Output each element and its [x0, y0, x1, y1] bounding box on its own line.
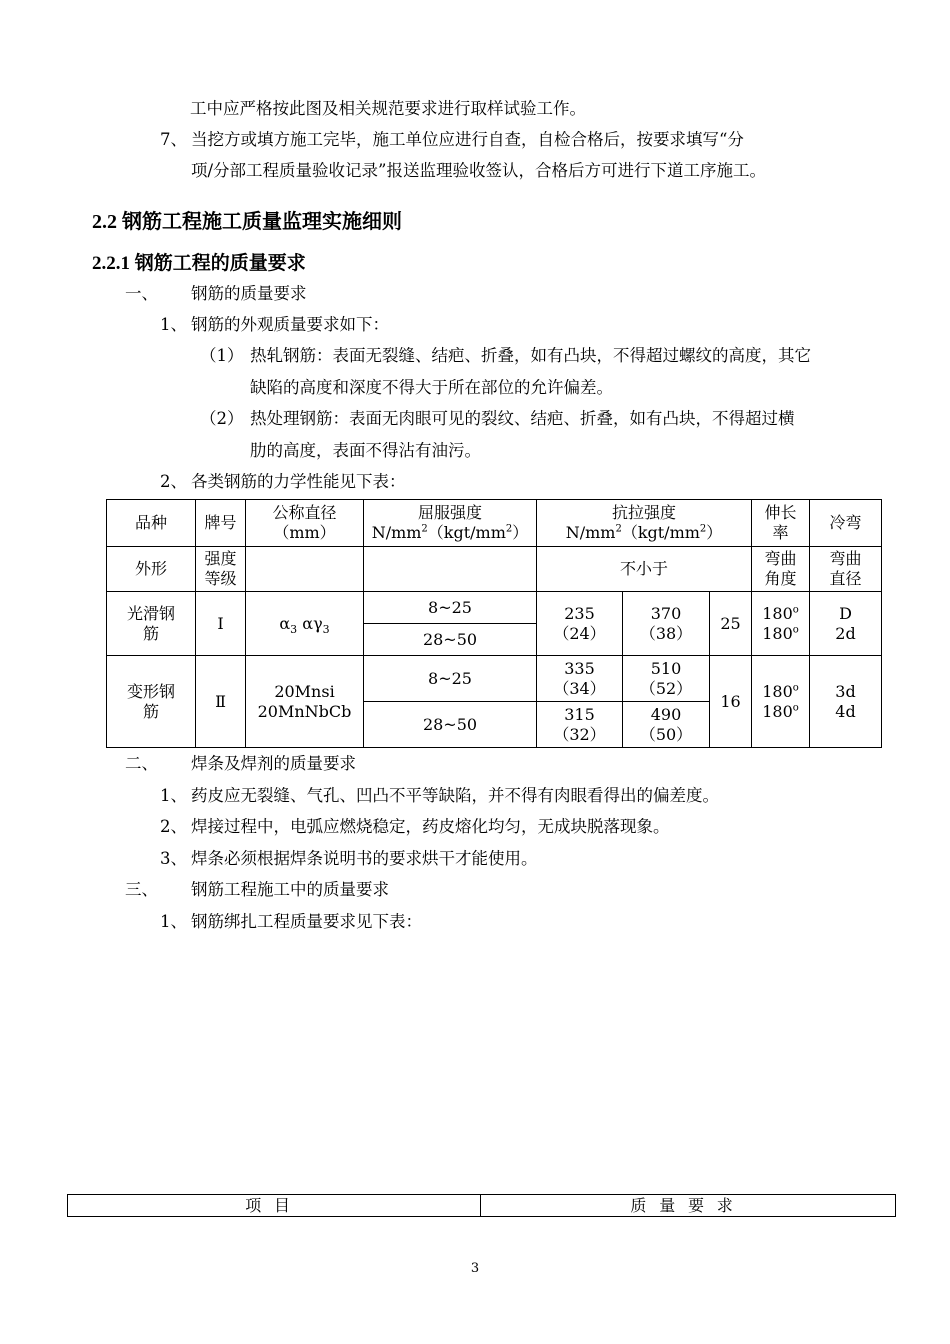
- table-cell: 370 （38）: [623, 592, 710, 656]
- sub-item-2: [200, 408, 795, 430]
- section-number: 二、: [125, 754, 158, 773]
- list-number: 1、: [160, 315, 187, 334]
- list-text: 钢筋的外观质量要求如下：: [191, 315, 389, 334]
- sub-item-1: [200, 345, 811, 367]
- list-number: 3、: [160, 849, 187, 868]
- header-cell: 公称直径 （mm）: [246, 500, 364, 547]
- sub-text: 热处理钢筋：表面无肉眼可见的裂纹、结疤、折叠，如有凸块，不得超过横: [250, 409, 795, 428]
- table-cell: 变形钢 筋: [107, 656, 196, 748]
- header-cell: 弯曲 角度: [752, 547, 810, 592]
- table-cell: 光滑钢 筋: [107, 592, 196, 656]
- header-cell: 质量要求: [481, 1195, 896, 1217]
- table-cell: D 2d: [810, 592, 882, 656]
- sub-item-1-cont: 缺陷的高度和深度不得大于所在部位的允许偏差。: [250, 378, 613, 397]
- header-cell: 项目: [68, 1195, 481, 1217]
- table-cell: 16: [710, 656, 752, 748]
- list-text: 焊接过程中，电弧应燃烧稳定，药皮熔化均匀，无成块脱落现象。: [191, 817, 670, 836]
- list-item-7-cont: 项/分部工程质量验收记录”报送监理验收签认，合格后方可进行下道工序施工。: [191, 161, 766, 180]
- list-number: 2、: [160, 472, 187, 491]
- header-cell: 品种: [107, 500, 196, 547]
- section-2: [125, 753, 356, 775]
- section-title: 钢筋的质量要求: [191, 284, 307, 303]
- list-text: 当挖方或填方施工完毕，施工单位应进行自查，自检合格后，按要求填写“分: [191, 130, 744, 149]
- table-cell: Ⅰ: [196, 592, 246, 656]
- header-cell: 不小于: [537, 547, 752, 592]
- table-cell: 235 （24）: [537, 592, 623, 656]
- table-cell: $\alpha_3$ $\alpha\gamma_3$: [246, 592, 364, 656]
- table-cell: Ⅱ: [196, 656, 246, 748]
- list-number: 2、: [160, 817, 187, 836]
- subsection-heading: 2.2.1 钢筋工程的质量要求: [92, 253, 306, 274]
- table-cell: 490 （50）: [623, 702, 710, 748]
- list-item-7: [160, 129, 744, 151]
- table-cell: 8~25: [364, 592, 537, 624]
- table-cell: 3d 4d: [810, 656, 882, 748]
- section-3: [125, 879, 389, 901]
- table-cell: 510 （52）: [623, 656, 710, 702]
- section-number: 三、: [125, 880, 158, 899]
- table-cell: 180$^o$ 180$^o$: [752, 592, 810, 656]
- paragraph-continuation: 工中应严格按此图及相关规范要求进行取样试验工作。: [190, 99, 586, 118]
- header-cell: 弯曲 直径: [810, 547, 882, 592]
- list-number: 7、: [160, 130, 187, 149]
- list-item: [160, 911, 422, 933]
- section-heading: 2.2 钢筋工程施工质量监理实施细则: [92, 211, 402, 233]
- header-cell: 强度 等级: [196, 547, 246, 592]
- header-cell: 伸长 率: [752, 500, 810, 547]
- table-cell: 180$^o$ 180$^o$: [752, 656, 810, 748]
- table-cell: 28~50: [364, 624, 537, 656]
- list-item: [160, 785, 719, 807]
- list-item: [160, 816, 670, 838]
- list-item: [160, 471, 406, 493]
- section-title: 钢筋工程施工中的质量要求: [191, 880, 389, 899]
- list-item: [160, 848, 538, 870]
- list-text: 各类钢筋的力学性能见下表：: [191, 472, 406, 491]
- table-cell: 20Mnsi 20MnNbCb: [246, 656, 364, 748]
- section-1: [125, 283, 307, 305]
- table-cell: 315 （32）: [537, 702, 623, 748]
- section-title: 焊条及焊剂的质量要求: [191, 754, 356, 773]
- header-cell: 外形: [107, 547, 196, 592]
- sub-number: （2）: [200, 409, 244, 428]
- list-text: 药皮应无裂缝、气孔、凹凸不平等缺陷，并不得有肉眼看得出的偏差度。: [191, 786, 719, 805]
- header-cell: 抗拉强度 $N/mm^2(kgt/mm^2)$: [537, 500, 752, 547]
- table-cell: 335 （34）: [537, 656, 623, 702]
- sub-item-2-cont: 肋的高度，表面不得沾有油污。: [250, 441, 481, 460]
- list-text: 焊条必须根据焊条说明书的要求烘干才能使用。: [191, 849, 538, 868]
- header-cell: 牌号: [196, 500, 246, 547]
- list-number: 1、: [160, 786, 187, 805]
- binding-quality-table: [67, 1194, 896, 1217]
- header-cell: [364, 547, 537, 592]
- section-number: 一、: [125, 284, 158, 303]
- table-cell: 28~50: [364, 702, 537, 748]
- header-cell: 屈服强度 $N/mm^2(kgt/mm^2)$: [364, 500, 537, 547]
- page-number: 3: [470, 1261, 480, 1276]
- mechanical-properties-table: [106, 499, 882, 748]
- sub-text: 热轧钢筋：表面无裂缝、结疤、折叠，如有凸块，不得超过螺纹的高度，其它: [250, 346, 811, 365]
- list-text: 钢筋绑扎工程质量要求见下表：: [191, 912, 422, 931]
- list-number: 1、: [160, 912, 187, 931]
- sub-number: （1）: [200, 346, 244, 365]
- header-cell: [246, 547, 364, 592]
- header-cell: 冷弯: [810, 500, 882, 547]
- table-cell: 25: [710, 592, 752, 656]
- list-item: [160, 314, 389, 336]
- table-cell: 8~25: [364, 656, 537, 702]
